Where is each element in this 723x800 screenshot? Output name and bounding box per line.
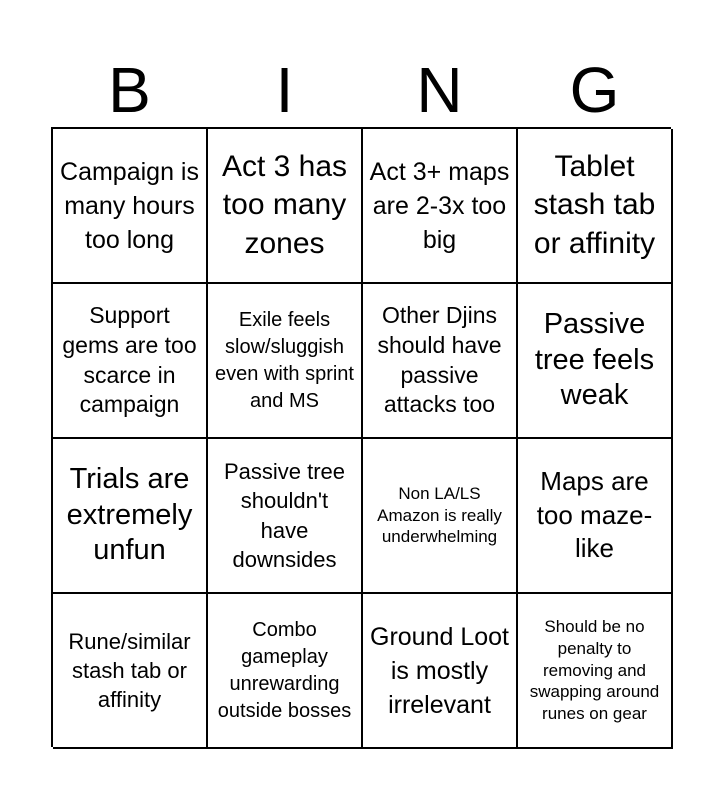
bingo-cell[interactable]: Should be no penalty to removing and swapping around runes on gear [518, 594, 673, 749]
bingo-cell[interactable]: Non LA/LS Amazon is really underwhelming [363, 439, 518, 594]
bingo-cell[interactable]: Act 3+ maps are 2-3x too big [363, 129, 518, 284]
header-letter-n: N [416, 54, 463, 126]
header-letter-b: B [108, 54, 151, 126]
header-letter-i: I [275, 54, 294, 126]
header-letter-g: G [569, 54, 620, 126]
bingo-cell[interactable]: Tablet stash tab or affinity [518, 129, 673, 284]
bingo-cell[interactable]: Rune/similar stash tab or affinity [53, 594, 208, 749]
bingo-cell[interactable]: Campaign is many hours too long [53, 129, 208, 284]
bingo-grid [51, 127, 671, 747]
bingo-cell[interactable]: Trials are extremely unfun [53, 439, 208, 594]
bingo-cell[interactable]: Combo gameplay unrewarding outside bosses [208, 594, 363, 749]
bingo-cell[interactable]: Maps are too maze-like [518, 439, 673, 594]
bingo-cell[interactable]: Passive tree shouldn't have downsides [208, 439, 363, 594]
bingo-cell[interactable]: Act 3 has too many zones [208, 129, 363, 284]
bingo-cell[interactable]: Support gems are too scarce in campaign [53, 284, 208, 439]
bingo-cell[interactable]: Exile feels slow/sluggish even with sprint and MS [208, 284, 363, 439]
bingo-cell[interactable]: Ground Loot is mostly irrelevant [363, 594, 518, 749]
bingo-cell[interactable]: Other Djins should have passive attacks too [363, 284, 518, 439]
bingo-header [52, 52, 672, 128]
bingo-cell[interactable]: Passive tree feels weak [518, 284, 673, 439]
